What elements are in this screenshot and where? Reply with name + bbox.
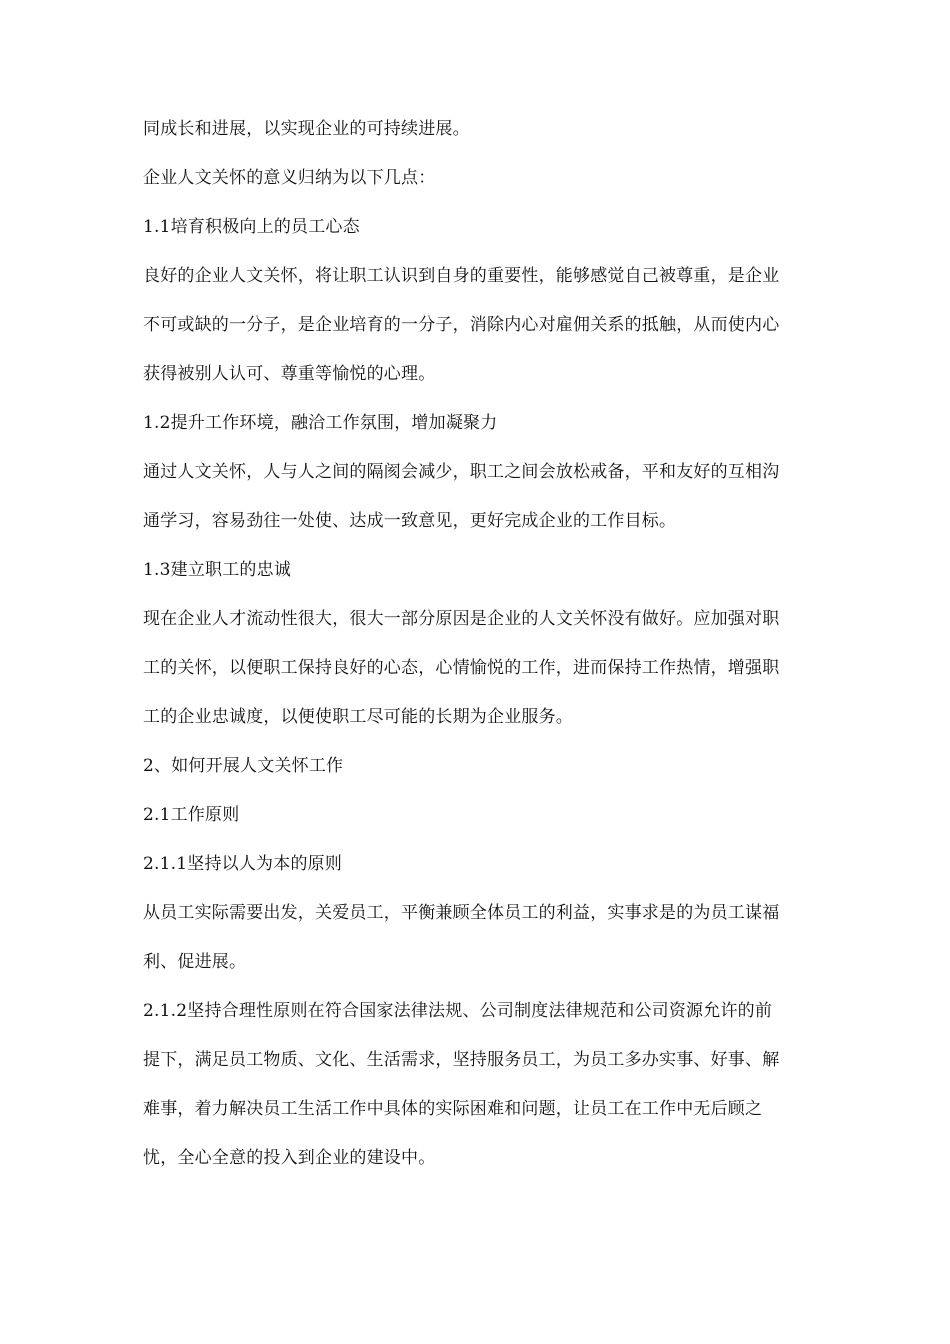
text-line: 工的关怀，以便职工保持良好的心态，心情愉悦的工作，进而保持工作热情，增强职 (143, 658, 780, 678)
section-heading: 1.2提升工作环境，融洽工作氛围，增加凝聚力 (143, 413, 498, 433)
text-line: 不可或缺的一分子，是企业培育的一分子，消除内心对雇佣关系的抵触，从而使内心 (143, 315, 780, 335)
section-heading: 2.1.1坚持以人为本的原则 (143, 854, 343, 874)
section-heading: 1.3建立职工的忠诚 (143, 560, 292, 580)
text-line: 获得被别人认可、尊重等愉悦的心理。 (143, 364, 436, 384)
text-line: 利、促进展。 (143, 952, 247, 972)
document-body (143, 112, 823, 1190)
text-line: 通学习，容易劲往一处使、达成一致意见，更好完成企业的工作目标。 (143, 511, 677, 531)
section-heading: 2、如何开展人文关怀工作 (143, 756, 344, 776)
section-heading: 2.1工作原则 (143, 805, 240, 825)
text-line: 忧，全心全意的投入到企业的建设中。 (143, 1148, 436, 1168)
text-line: 从员工实际需要出发，关爱员工，平衡兼顾全体员工的利益，实事求是的为员工谋福 (143, 903, 780, 923)
text-line: 通过人文关怀，人与人之间的隔阂会减少，职工之间会放松戒备，平和友好的互相沟 (143, 462, 780, 482)
text-line: 2.1.2坚持合理性原则在符合国家法律法规、公司制度法律规范和公司资源允许的前 (143, 1001, 773, 1021)
text-line: 提下，满足员工物质、文化、生活需求，坚持服务员工，为员工多办实事、好事、解 (143, 1050, 780, 1070)
text-line: 同成长和进展，以实现企业的可持续进展。 (143, 119, 470, 139)
text-line: 现在企业人才流动性很大，很大一部分原因是企业的人文关怀没有做好。应加强对职 (143, 609, 780, 629)
text-line: 工的企业忠诚度，以便使职工尽可能的长期为企业服务。 (143, 707, 573, 727)
text-line: 良好的企业人文关怀，将让职工认识到自身的重要性，能够感觉自己被尊重，是企业 (143, 266, 780, 286)
text-line: 企业人文关怀的意义归纳为以下几点： (143, 168, 436, 188)
text-line: 难事，着力解决员工生活工作中具体的实际困难和问题，让员工在工作中无后顾之 (143, 1099, 763, 1119)
section-heading: 1.1培育积极向上的员工心态 (143, 217, 360, 237)
